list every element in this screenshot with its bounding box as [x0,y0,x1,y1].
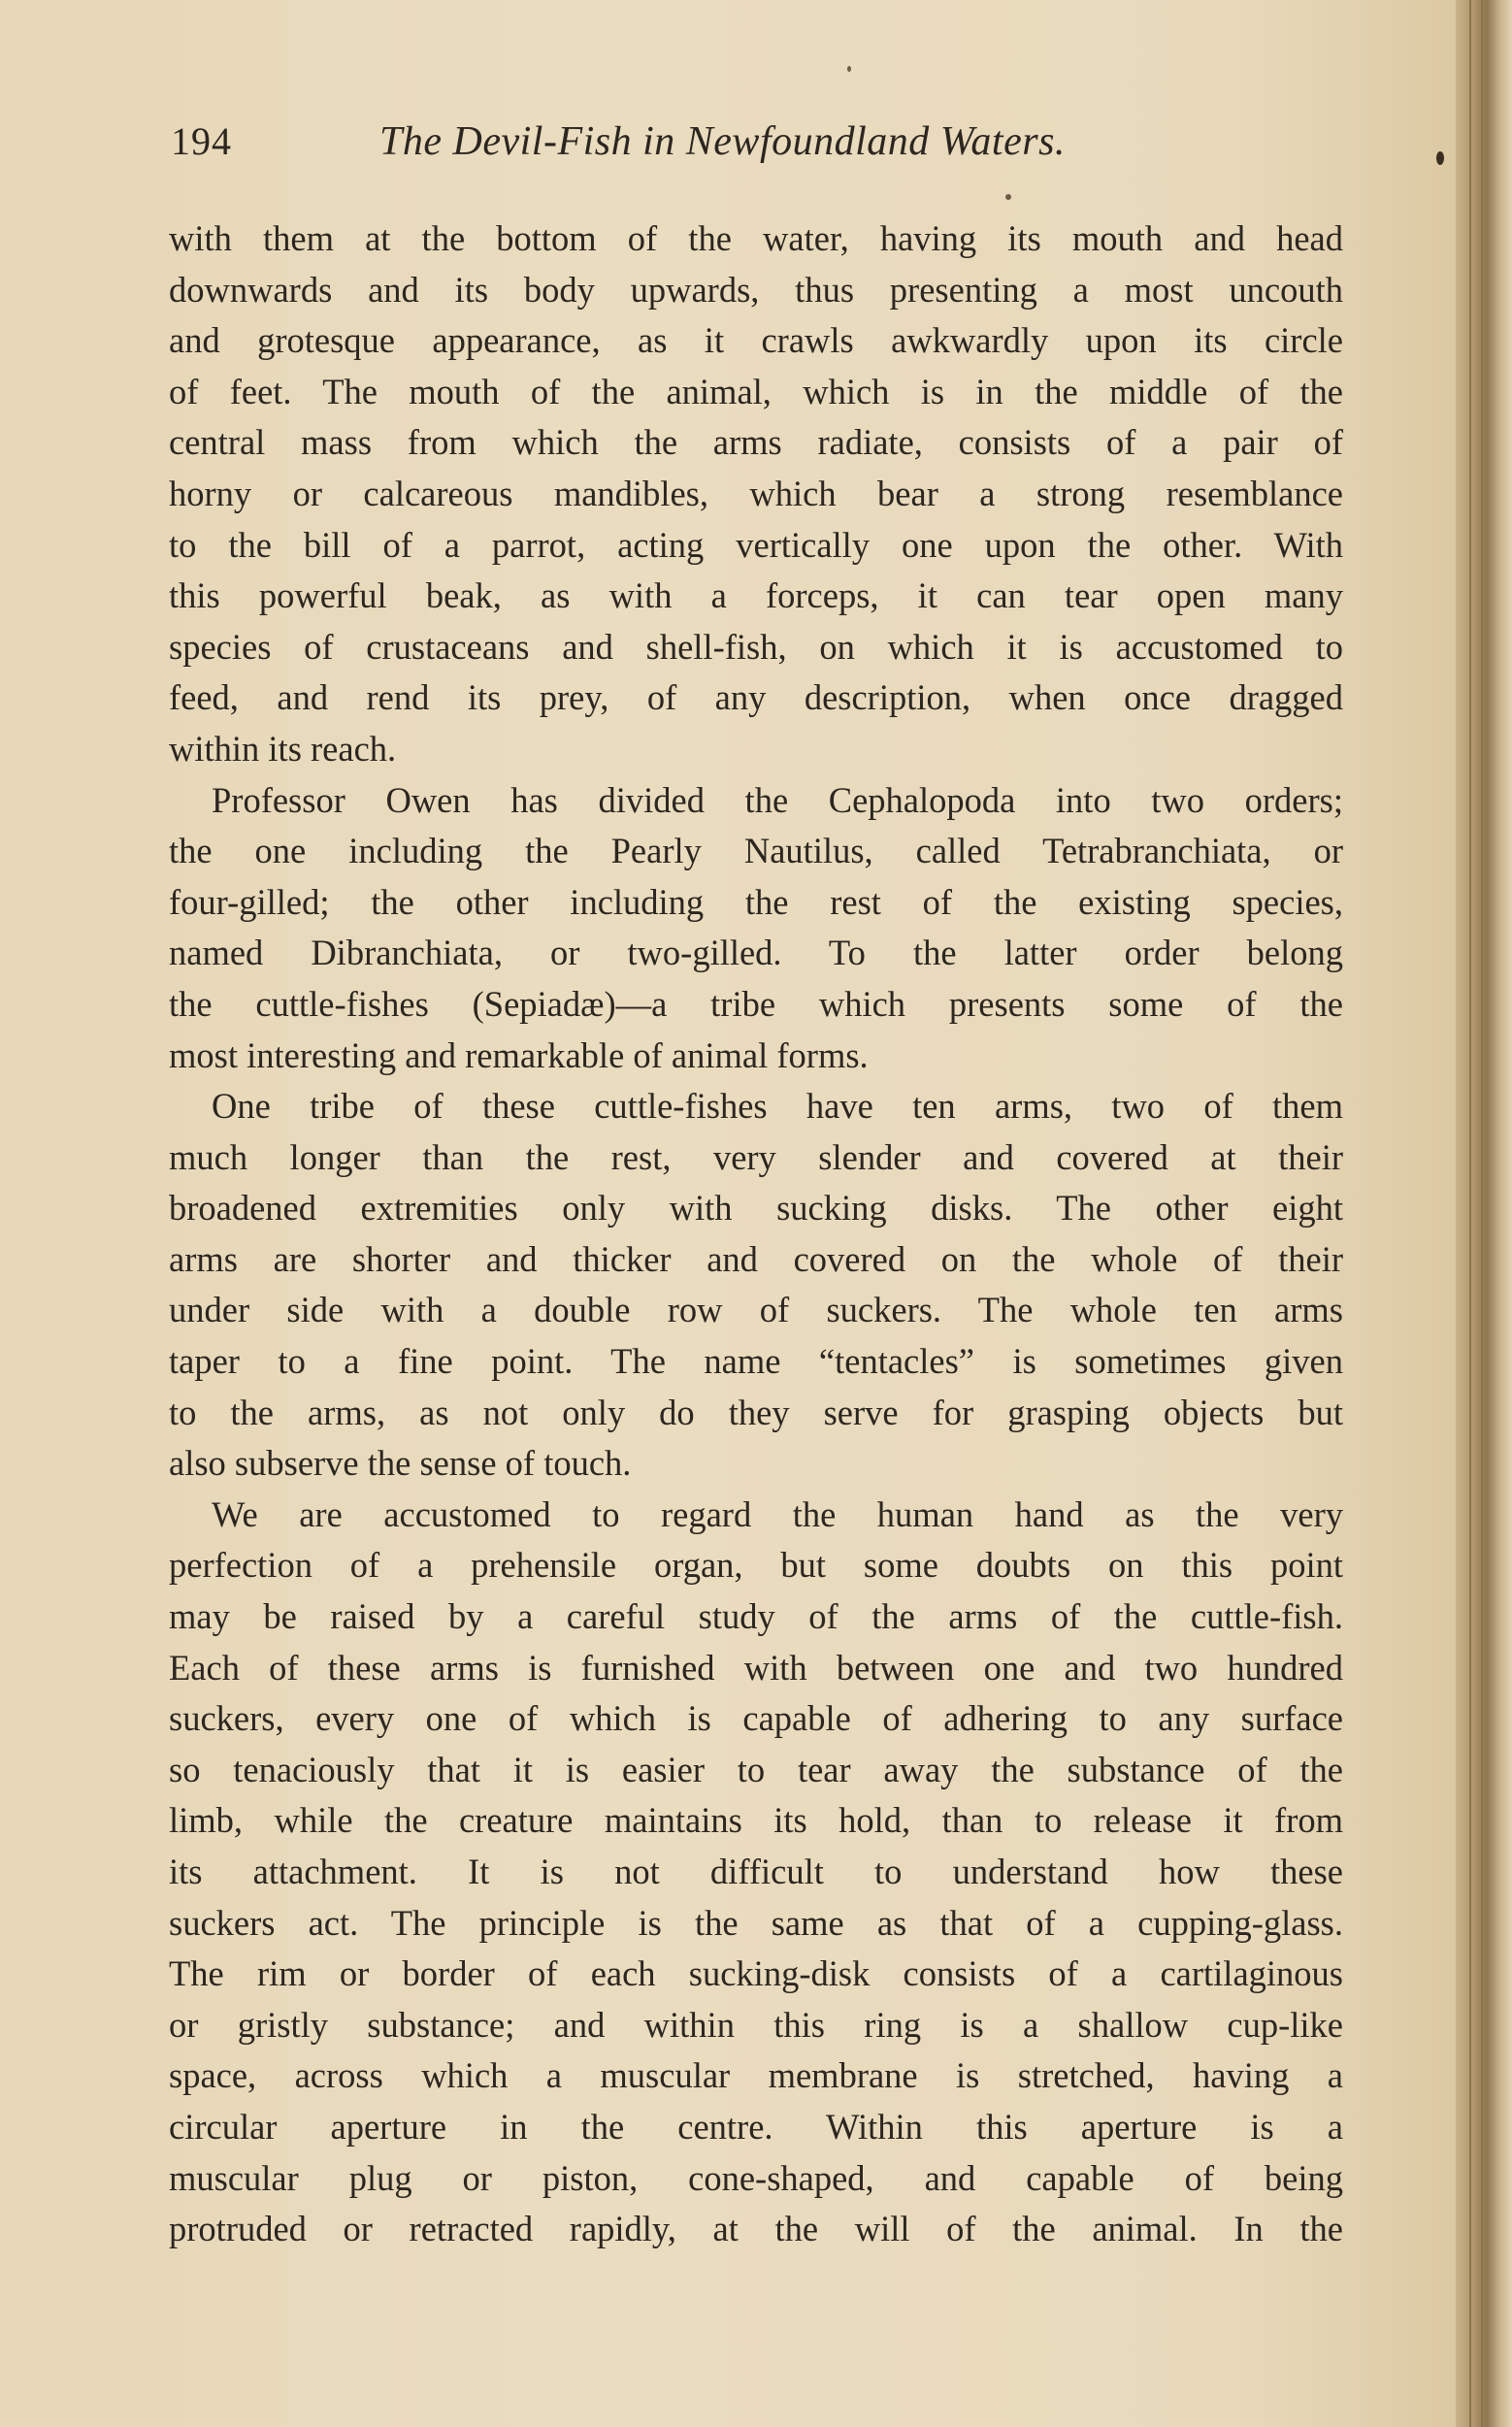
paragraph [169,213,1343,775]
text-line: to the bill of a parrot, acting vertically one upon the other. With [169,524,1343,565]
text-line: much longer than the rest, very slender and covered at their [169,1136,1343,1177]
edge-line [1481,0,1483,2427]
page-edge [1456,0,1512,2427]
text-line: taper to a fine point. The name “tentacles” is sometimes given [169,1341,1343,1382]
text-line: or gristly substance; and within this ring is a shallow cup-like [169,2004,1343,2045]
text-line: protruded or retracted rapidly, at the will of the animal. In the [169,2209,1343,2249]
text-line: its attachment. It is not difficult to understand how these [169,1852,1343,1891]
paper-speck [1005,194,1011,200]
text-line: Each of these arms is furnished with between one and two hundred [169,1647,1343,1688]
text-line: The rim or border of each sucking-disk consists of a cartilaginous [169,1953,1343,1994]
text-line: species of crustaceans and shell-fish, on which it is accustomed to [169,626,1343,667]
text-line: also subserve the sense of touch. [169,1443,632,1484]
text-line: perfection of a prehensile organ, but some doubts on this point [169,1545,1343,1586]
text-line: suckers, every one of which is capable of adhering to any surface [169,1698,1343,1739]
text-line: downwards and its body upwards, thus presenting a most uncouth [169,269,1343,310]
text-line: arms are shorter and thicker and covered on the whole of their [169,1238,1343,1279]
text-line: may be raised by a careful study of the arms of the cuttle-fish. [169,1596,1343,1637]
text-line: the cuttle-fishes (Sepiadæ)—a tribe which presents some of the [169,983,1343,1024]
text-line: limb, while the creature maintains its hold, than to release it from [169,1800,1343,1841]
text-line: under side with a double row of suckers. The whole ten arms [169,1290,1343,1330]
paragraph [169,1490,1343,2255]
body-text [169,213,1343,2255]
text-line: named Dibranchiata, or two-gilled. To the latter order belong [169,933,1343,973]
text-line: One tribe of these cuttle-fishes have ten arms, two of them [212,1086,1343,1127]
text-line: space, across which a muscular membrane is stretched, having a [169,2055,1343,2096]
text-line: suckers act. The principle is the same as that of a cupping-glass. [169,1902,1343,1943]
page-number: 194 [171,119,232,163]
text-line: We are accustomed to regard the human hand as the very [212,1493,1343,1534]
paragraph [169,1081,1343,1490]
text-line: Professor Owen has divided the Cephalopoda into two orders; [212,779,1343,820]
text-line: this powerful beak, as with a forceps, it can tear open many [169,575,1343,616]
text-line: muscular plug or piston, cone-shaped, and capable of being [169,2157,1343,2198]
text-line: so tenaciously that it is easier to tear away the substance of the [169,1749,1343,1789]
paragraph [169,775,1343,1082]
paper-speck [1436,151,1444,165]
edge-line [1469,0,1471,2427]
text-line: most interesting and remarkable of animal forms. [169,1034,869,1075]
text-line: circular aperture in the centre. Within this aperture is a [169,2106,1343,2147]
page-header [171,118,1364,177]
text-line: of feet. The mouth of the animal, which is in the middle of the [169,371,1343,411]
text-line: four-gilled; the other including the rest of the existing species, [169,881,1343,922]
text-line: to the arms, as not only do they serve for grasping objects but [169,1392,1343,1432]
text-line: with them at the bottom of the water, having its mouth and head [169,218,1343,258]
text-line: horny or calcareous mandibles, which bear a strong resemblance [169,473,1343,513]
paper-speck [847,66,851,72]
text-line: central mass from which the arms radiate, consists of a pair of [169,422,1343,463]
running-title: The Devil-Fish in Newfoundland Waters. [379,119,1066,164]
text-line: within its reach. [169,728,397,769]
text-line: feed, and rend its prey, of any description, when once dragged [169,677,1343,718]
text-line: and grotesque appearance, as it crawls awkwardly upon its circle [169,320,1343,361]
text-line: broadened extremities only with sucking disks. The other eight [169,1188,1343,1229]
text-line: the one including the Pearly Nautilus, called Tetrabranchiata, or [169,831,1343,871]
